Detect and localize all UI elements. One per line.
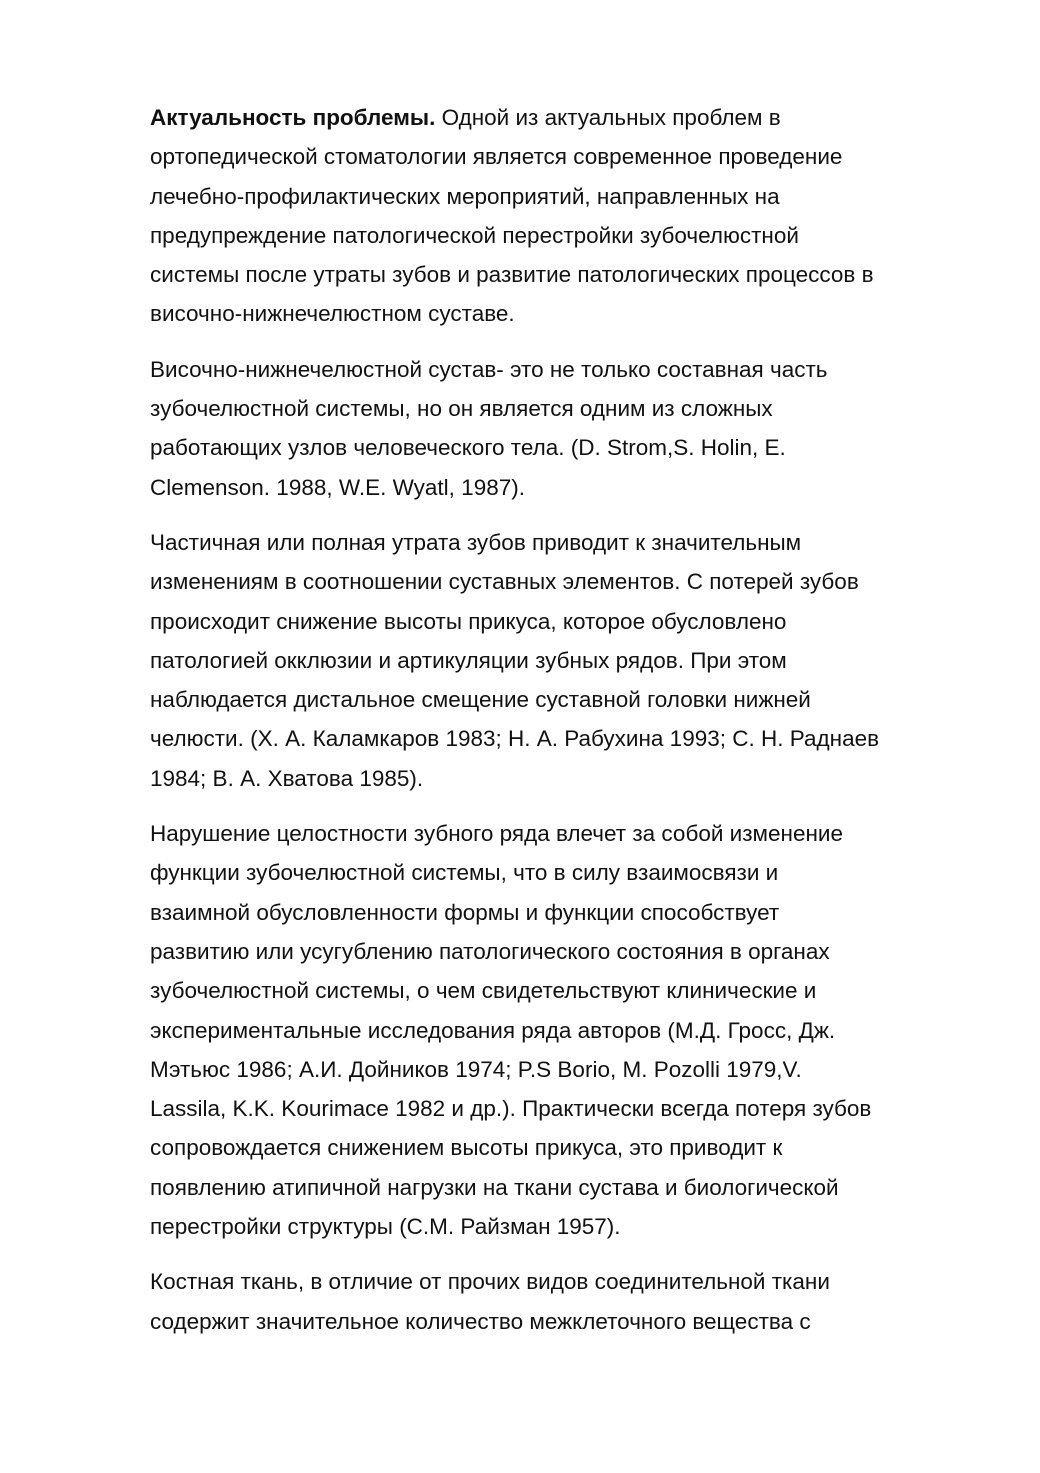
text-line: Частичная или полная утрата зубов приводит к значительным bbox=[150, 529, 802, 555]
paragraph-tooth-loss bbox=[150, 523, 970, 798]
paragraph-tmj bbox=[150, 350, 970, 507]
text-line: зубочелюстной системы, о чем свидетельствуют клинические и bbox=[150, 978, 817, 1004]
paragraph-relevance bbox=[150, 98, 970, 334]
text-line: функции зубочелюстной системы, что в силу взаимосвязи и bbox=[150, 860, 779, 886]
text-line: системы после утраты зубов и развитие патологических процессов в bbox=[150, 262, 874, 288]
text-line: ортопедической стоматологии является современное проведение bbox=[150, 144, 843, 170]
text-line: 1984; В. А. Хватова 1985). bbox=[150, 765, 424, 791]
text-line: височно-нижнечелюстном суставе. bbox=[150, 301, 515, 327]
paragraph-dentition-integrity bbox=[150, 814, 970, 1246]
text-line: зубочелюстной системы, но он является одним из сложных bbox=[150, 396, 773, 422]
text-line: развитию или усугублению патологического состояния в органах bbox=[150, 938, 830, 964]
paragraph-bone-tissue bbox=[150, 1262, 970, 1341]
text-line: происходит снижение высоты прикуса, которое обусловлено bbox=[150, 608, 787, 634]
text-line: Костная ткань, в отличие от прочих видов соединительной ткани bbox=[150, 1269, 830, 1295]
text-line: экспериментальные исследования ряда авторов (М.Д. Гросс, Дж. bbox=[150, 1017, 836, 1043]
text-line: наблюдается дистальное смещение суставной головки нижней bbox=[150, 687, 811, 713]
text-line: челюсти. (Х. А. Каламкаров 1983; Н. А. Рабухина 1993; С. Н. Раднаев bbox=[150, 726, 880, 752]
text-line: работающих узлов человеческого тела. (D. Strom,S. Holin, E. bbox=[150, 435, 786, 461]
text-line: сопровождается снижением высоты прикуса, это приводит к bbox=[150, 1135, 783, 1161]
text-line: взаимной обусловленности формы и функции способствует bbox=[150, 899, 780, 925]
text-line: перестройки структуры (С.М. Райзман 1957). bbox=[150, 1214, 621, 1240]
text-line: Lassila, K.K. Kourimace 1982 и др.). Практически всегда потеря зубов bbox=[150, 1096, 872, 1122]
text-line: изменениям в соотношении суставных элементов. С потерей зубов bbox=[150, 569, 859, 595]
text-line: Нарушение целостности зубного ряда влечет за собой изменение bbox=[150, 821, 843, 847]
text-line: Височно-нижнечелюстной сустав- это не только составная часть bbox=[150, 356, 828, 382]
document-page bbox=[150, 98, 970, 1357]
section-heading: Актуальность проблемы. bbox=[150, 105, 436, 130]
text-line: Clemenson. 1988, W.E. Wyatl, 1987). bbox=[150, 474, 525, 500]
text-line: Мэтьюс 1986; А.И. Дойников 1974; P.S Borio, M. Pozolli 1979,V. bbox=[150, 1056, 802, 1082]
text-line: предупреждение патологической перестройки зубочелюстной bbox=[150, 222, 799, 248]
text-line: Актуальность проблемы. Одной из актуальных проблем в bbox=[150, 105, 781, 130]
text-line: содержит значительное количество межклеточного вещества с bbox=[150, 1308, 811, 1334]
text-line: лечебно-профилактических мероприятий, направленных на bbox=[150, 183, 780, 209]
text-line: патологией окклюзии и артикуляции зубных рядов. При этом bbox=[150, 647, 787, 673]
text-line: появлению атипичной нагрузки на ткани сустава и биологической bbox=[150, 1174, 839, 1200]
